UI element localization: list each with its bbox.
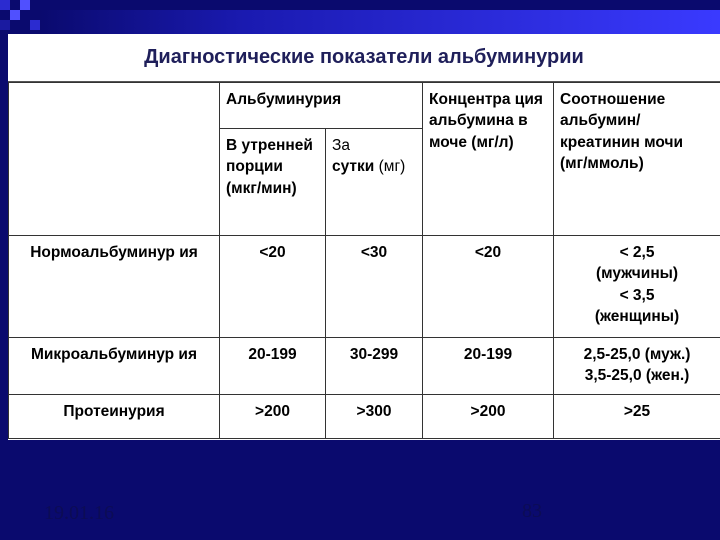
- ratio-line: 3,5-25,0 (жен.): [584, 367, 690, 385]
- deco-square: [0, 20, 10, 30]
- cell-morning: <20: [220, 236, 326, 338]
- daily-prefix: За: [332, 137, 350, 154]
- cell-morning: 20-199: [220, 338, 326, 395]
- albuminuria-table: [8, 82, 720, 439]
- ratio-line: < 2,5: [619, 244, 655, 261]
- deco-square: [30, 20, 40, 30]
- slide-number: 83: [522, 500, 542, 522]
- cell-concentration: >200: [423, 395, 554, 439]
- cell-ratio: >25: [554, 395, 720, 439]
- cell-concentration: <20: [423, 236, 554, 338]
- header-decoration: [0, 0, 720, 34]
- table-row: [9, 236, 720, 338]
- ratio-line: (женщины): [594, 308, 680, 326]
- header-albuminuria: Альбуминурия: [220, 83, 423, 129]
- header-gradient-bar: [40, 10, 720, 34]
- table-row: [9, 395, 720, 439]
- cell-ratio: [554, 338, 720, 395]
- table-row: [9, 338, 720, 395]
- row-name: Нормоальбуминур ия: [9, 236, 220, 338]
- deco-square: [20, 0, 30, 10]
- slide-title: Диагностические показатели альбуминурии: [8, 34, 720, 82]
- cell-daily: >300: [326, 395, 423, 439]
- ratio-line: 2,5-25,0 (муж.): [583, 346, 691, 363]
- daily-unit: (мг): [378, 158, 406, 176]
- header-empty-cell: [9, 83, 220, 236]
- header-daily: [326, 129, 423, 236]
- row-name: Протеинурия: [9, 395, 220, 439]
- cell-concentration: 20-199: [423, 338, 554, 395]
- cell-morning: >200: [220, 395, 326, 439]
- ratio-line: < 3,5: [619, 286, 655, 304]
- row-name: Микроальбуминур ия: [9, 338, 220, 395]
- ratio-line: (мужчины): [595, 265, 679, 283]
- cell-daily: <30: [326, 236, 423, 338]
- daily-word: сутки: [332, 158, 375, 176]
- header-morning-portion: В утренней порции (мкг/мин): [220, 129, 326, 236]
- header-concentration: Концентра ция альбумина в моче (мг/л): [423, 83, 554, 236]
- deco-square: [10, 10, 20, 20]
- header-ratio: Соотношение альбумин/ креатинин мочи (мг/ммоль): [554, 83, 720, 236]
- deco-square: [0, 0, 10, 10]
- slide-date: 19.01.16: [44, 502, 114, 524]
- cell-daily: 30-299: [326, 338, 423, 395]
- cell-ratio: [554, 236, 720, 338]
